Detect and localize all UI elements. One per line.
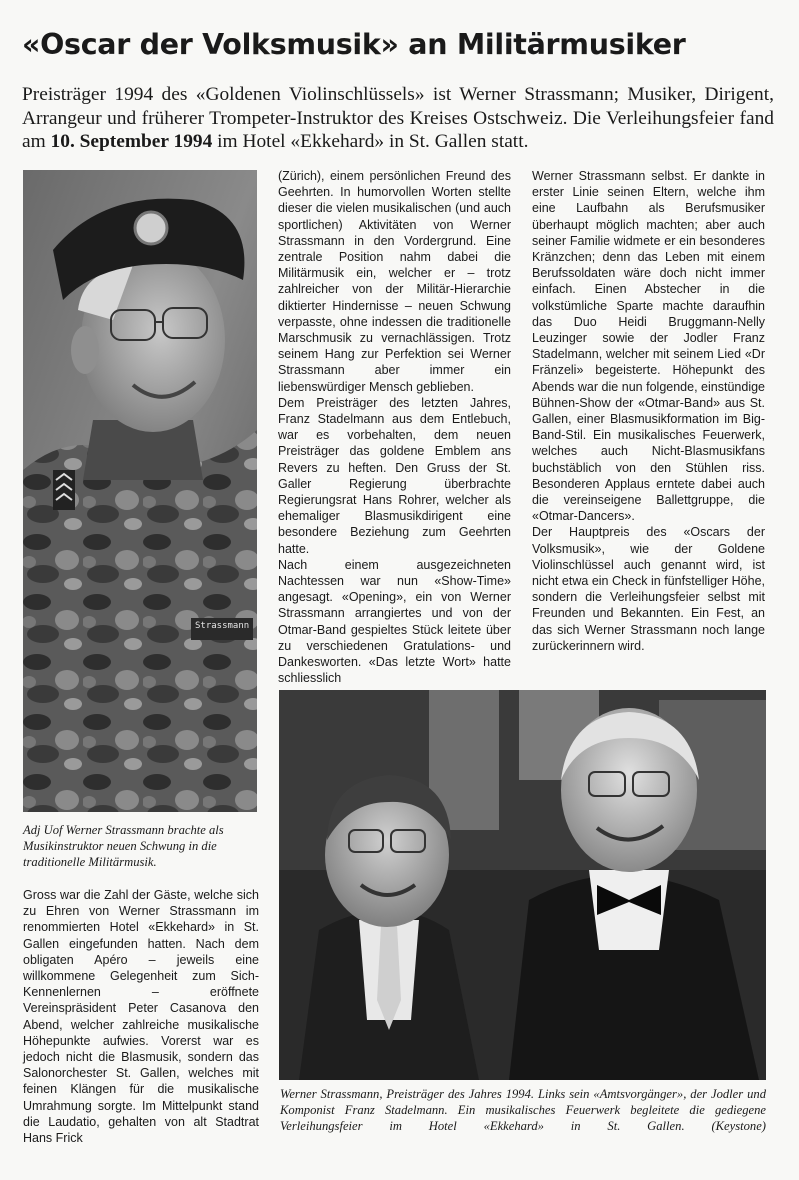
portrait-photo-drawing	[23, 170, 257, 812]
article-column-1	[23, 887, 259, 1146]
lead-date: 10. September 1994	[50, 131, 213, 152]
name-tag-text: Strassmann	[195, 621, 250, 631]
paragraph: Nach einem ausgezeichneten Nachtessen war nun «Show-Time» angesagt. «Opening», ein von Werner Strassmann arrangiertes und von der Otmar-Band gespieltes Stück leitete über zu verschiedenen Gratulations- und Dankesworten. «Das letzte Wort» hatte schliesslich	[278, 557, 511, 686]
article-headline: «Oscar der Volksmusik» an Militärmusiker	[22, 28, 686, 61]
lead-text-end: im Hotel «Ekkehard» in St. Gallen statt.	[212, 131, 529, 152]
photo-credit: (Keystone)	[711, 1119, 766, 1134]
portrait-photo	[23, 170, 257, 812]
paragraph: Dem Preisträger des letzten Jahres, Franz Stadelmann aus dem Entlebuch, war es vorbehalten, dem neuen Preisträger das goldene Emblem ans Revers zu heften. Den Gruss der St. Galler Regierung überbrachte Regierungsrat Hans Rohrer, welcher als ehemaliger Blasmusikdirigent eine besondere Beziehung zum Geehrten hatte.	[278, 395, 511, 556]
event-caption-text: Werner Strassmann, Preisträger des Jahres 1994. Links sein «Amtsvorgänger», der Jodler und Komponist Franz Stadelmann. Ein musikalisches Feuerwerk begleitete die gediegene Verleihungsfeier im Hotel «Ekkehard» in St. Gallen.	[280, 1087, 766, 1134]
event-photo-drawing	[279, 690, 766, 1080]
paragraph: Gross war die Zahl der Gäste, welche sich zu Ehren von Werner Strassmann im renommierten Hotel «Ekkehard» in St. Gallen eingefunden hatten. Nach dem obligaten Apéro – jeweils eine willkommene Gelegenheit zum Sich-Kennenlernen – eröffnete Vereinspräsident Peter Casanova den Abend, welcher zahlreiche musikalische Höhepunkte aufwies. Vorerst war es jedoch nicht die Blasmusik, sondern das Salonorchester St. Gallen, welches mit feinen Klängen für die musikalische Umrahmung sorgte. Im Mittelpunkt stand die Laudatio, gehalten von alt Stadtrat Hans Frick	[23, 888, 259, 1146]
event-photo	[279, 690, 766, 1080]
article-column-3	[532, 168, 765, 654]
paragraph: Werner Strassmann selbst. Er dankte in erster Linie seinen Eltern, welche ihm eine Laufbahn als Berufsmusiker überhaupt möglich machten; aber auch seiner Familie widmete er ein besonderes Kränzchen; denn das Leben mit einem Berufssoldaten wäre doch nicht immer einfach. Einen Abstecher in die volkstümliche Sparte machte daraufhin das Duo Heidi Bruggmann-Nelly Leuzinger sowie der Jodler Franz Stadelmann, welcher mit seinem Lied «Dr Fränzeli» begeisterte. Höhepunkt des Abends war die nun folgende, einstündige Bühnen-Show der «Otmar-Band» aus St. Gallen, einer Blasmusikformation im Big-Band-Stil. Ein musikalisches Feuerwerk, welches auch Nicht-Blasmusikfans buchstäblich von den Stühlen riss. Besonderen Applaus erntete dabei auch die vereinseigene Ballettgruppe, die «Otmar-Dancers».	[532, 169, 765, 524]
paragraph: (Zürich), einem persönlichen Freund des Geehrten. In humorvollen Worten stellte dieser die vielen musikalischen (und auch sportlichen) Aktivitäten von Werner Strassmann in den Vordergrund. Eine zentrale Position nahm dabei die Militärmusik ein, welcher er – trotz zahlreicher von der Militär-Hierarchie diktierter Hindernisse – neuen Schwung verpasste, ohne indessen die traditionelle Marschmusik zu vernachlässigen. Trotz seinem Hang zur Perfektion sei Werner Strassmann aber immer ein liebenswürdiger Mensch geblieben.	[278, 169, 511, 394]
paragraph: Der Hauptpreis des «Oscars der Volksmusik», wie der Goldene Violinschlüssel auch genannt wird, ist nicht etwa ein Check in fünfstelliger Höhe, sondern die Verleihungsfeier selbst mit Freunden und Bekannten. Ein Fest, an das sich Werner Strassmann noch lange zurückerinnern wird.	[532, 525, 765, 653]
lead-text-start: Preisträger 1994 des «Goldenen Violinschlüssels» ist Werner Strassmann; Musiker, Dirigent, Arrangeur und früherer Trompeter-Instruktor des Kreises Ostschweiz. Die Verleihungsfeier fand am	[22, 84, 774, 152]
event-photo-caption	[280, 1086, 766, 1135]
article-lead	[22, 83, 774, 154]
portrait-caption: Adj Uof Werner Strassmann brachte als Musikinstruktor neuen Schwung in die traditionelle Militärmusik.	[23, 823, 224, 870]
article-column-2	[278, 168, 511, 687]
